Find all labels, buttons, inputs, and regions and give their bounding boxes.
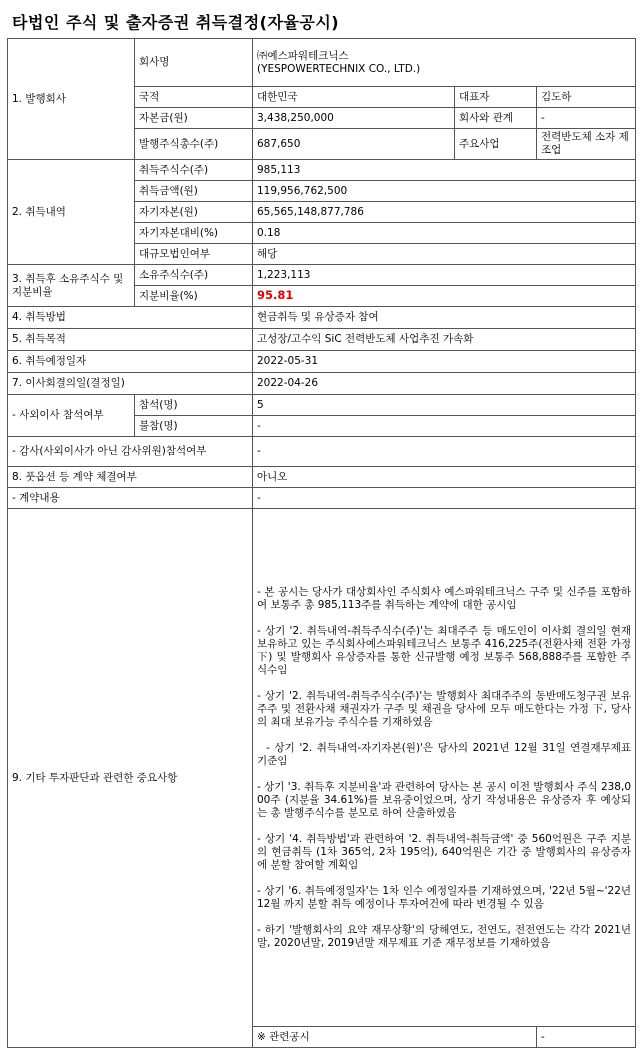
other-paragraph: - 본 공시는 당사가 대상회사인 주식회사 예스파워테크닉스 구주 및 신주를 포함하여 보통주 총 985,113주를 취득하는 계약에 대한 공시임 <box>257 585 632 611</box>
acquisition-label: 2. 취득내역 <box>8 160 135 265</box>
auditor-label: - 감사(사외이사가 아닌 감사위원)참석여부 <box>8 437 253 467</box>
put-option-value: 아니오 <box>253 467 636 488</box>
capital-value: 3,438,250,000 <box>253 108 455 129</box>
method-value: 현금취득 및 유상증자 참여 <box>253 307 636 329</box>
large-corp-value: 해당 <box>253 244 636 265</box>
other-label: 9. 기타 투자판단과 관련한 중요사항 <box>8 509 253 1048</box>
absent-label: 불참(명) <box>135 416 253 437</box>
after-row-owned <box>8 265 636 286</box>
acq-shares-label: 취득주식수(주) <box>135 160 253 181</box>
disclosure-table <box>7 38 636 1048</box>
issuer-row-name <box>8 39 636 87</box>
other-paragraph: - 상기 '6. 취득예정일자'는 1차 인수 예정일자를 기재하였으며, '22년 5월~'22년 12월 까지 분할 취득 예정이나 투자여건에 따라 변경될 수 있음 <box>257 884 632 910</box>
acq-shares-value: 985,113 <box>253 160 636 181</box>
put-option-label: 8. 풋옵션 등 계약 체결여부 <box>8 467 253 488</box>
business-label: 주요사업 <box>455 129 537 160</box>
board-date-label: 7. 이사회결의일(결정일) <box>8 373 253 395</box>
large-corp-label: 대규모법인여부 <box>135 244 253 265</box>
other-value <box>253 509 636 1027</box>
acq-equity-label: 자기자본(원) <box>135 202 253 223</box>
issuer-label: 1. 발행회사 <box>8 39 135 160</box>
purpose-row <box>8 329 636 351</box>
other-row <box>8 509 636 1027</box>
nationality-label: 국적 <box>135 87 253 108</box>
stake-ratio-number: 95.81 <box>257 288 294 302</box>
acq-amount-value: 119,956,762,500 <box>253 181 636 202</box>
stake-ratio-value <box>253 286 636 307</box>
purpose-value: 고성장/고수익 SiC 전력반도체 사업추진 가속화 <box>253 329 636 351</box>
method-row <box>8 307 636 329</box>
present-value: 5 <box>253 395 636 416</box>
contract-value: - <box>253 488 636 509</box>
planned-date-value: 2022-05-31 <box>253 351 636 373</box>
acq-amount-label: 취득금액(원) <box>135 181 253 202</box>
absent-value: - <box>253 416 636 437</box>
ceo-label: 대표자 <box>455 87 537 108</box>
acq-equity-ratio-label: 자기자본대비(%) <box>135 223 253 244</box>
company-name-en: (YESPOWERTECHNIX CO., LTD.) <box>257 62 421 75</box>
put-option-row <box>8 467 636 488</box>
outside-directors-row-present <box>8 395 636 416</box>
other-paragraph: - 하기 '발행회사의 요약 재무상황'의 당해연도, 전연도, 전전연도는 각각 2021년말, 2020년말, 2019년말 재무제표 기준 재무정보를 기재하였음 <box>257 923 632 949</box>
method-label: 4. 취득방법 <box>8 307 253 329</box>
ceo-value: 김도하 <box>537 87 636 108</box>
planned-date-label: 6. 취득예정일자 <box>8 351 253 373</box>
contract-label: - 계약내용 <box>8 488 253 509</box>
related-label: ※ 관련공시 <box>253 1027 537 1048</box>
purpose-label: 5. 취득목적 <box>8 329 253 351</box>
other-paragraph: - 상기 '2. 취득내역-취득주식수(주)'는 최대주주 등 매도인이 이사회 결의일 현재 보유하고 있는 주식회사예스파워테크닉스 보통주 416,225주(전환사채 전환 가정 下) 및 발행회사 유상증자를 통한 신규발행 예정 보통주 568,888주를 포함한 주식수임 <box>257 624 632 676</box>
other-paragraph: - 상기 '2. 취득내역-취득주식수(주)'는 발행회사 최대주주의 동반매도청구권 보유 주주 및 전환사채 채권자가 구주 및 채권을 당사에 모두 매도한다는 가정 下, 당사의 최대 보유가능 주식수를 기재하였음 <box>257 689 632 728</box>
auditor-row <box>8 437 636 467</box>
other-paragraph: - 상기 '4. 취득방법'과 관련하여 '2. 취득내역-취득금액' 중 560억원은 구주 지분의 현금취득 (1차 365억, 2차 195억), 640억원은 기간 중 발행회사의 유상증자에 분할 참여할 계획임 <box>257 832 632 871</box>
relation-value: - <box>537 108 636 129</box>
other-paragraph: - 상기 '3. 취득후 지분비율'과 관련하여 당사는 본 공시 이전 발행회사 주식 238,000주 (지분율 34.61%)를 보유중이었으며, 상기 작성내용은 유상증자 후 예상되는 총 발행주식수를 분모로 하여 산출하였음 <box>257 780 632 819</box>
capital-label: 자본금(원) <box>135 108 253 129</box>
company-name-value <box>253 39 636 87</box>
relation-label: 회사와 관계 <box>455 108 537 129</box>
board-date-row <box>8 373 636 395</box>
contract-row <box>8 488 636 509</box>
acq-row-shares <box>8 160 636 181</box>
shares-issued-value: 687,650 <box>253 129 455 160</box>
company-name-ko: ㈜예스파워테크닉스 <box>257 49 349 62</box>
present-label: 참석(명) <box>135 395 253 416</box>
outside-directors-label: - 사외이사 참석여부 <box>8 395 135 437</box>
stake-ratio-label: 지분비율(%) <box>135 286 253 307</box>
acq-equity-ratio-value: 0.18 <box>253 223 636 244</box>
planned-date-row <box>8 351 636 373</box>
shares-issued-label: 발행주식총수(주) <box>135 129 253 160</box>
nationality-value: 대한민국 <box>253 87 455 108</box>
auditor-value: - <box>253 437 636 467</box>
owned-shares-value: 1,223,113 <box>253 265 636 286</box>
page-title: 타법인 주식 및 출자증권 취득결정(자율공시) <box>12 13 340 32</box>
company-name-label: 회사명 <box>135 39 253 87</box>
after-label: 3. 취득후 소유주식수 및 지분비율 <box>8 265 135 307</box>
related-value: - <box>537 1027 636 1048</box>
owned-shares-label: 소유주식수(주) <box>135 265 253 286</box>
business-value: 전력반도체 소자 제조업 <box>537 129 636 160</box>
board-date-value: 2022-04-26 <box>253 373 636 395</box>
other-paragraph: - 상기 '2. 취득내역-자기자본(원)'은 당사의 2021년 12월 31일 연결재무제표 기준임 <box>257 741 635 767</box>
acq-equity-value: 65,565,148,877,786 <box>253 202 636 223</box>
